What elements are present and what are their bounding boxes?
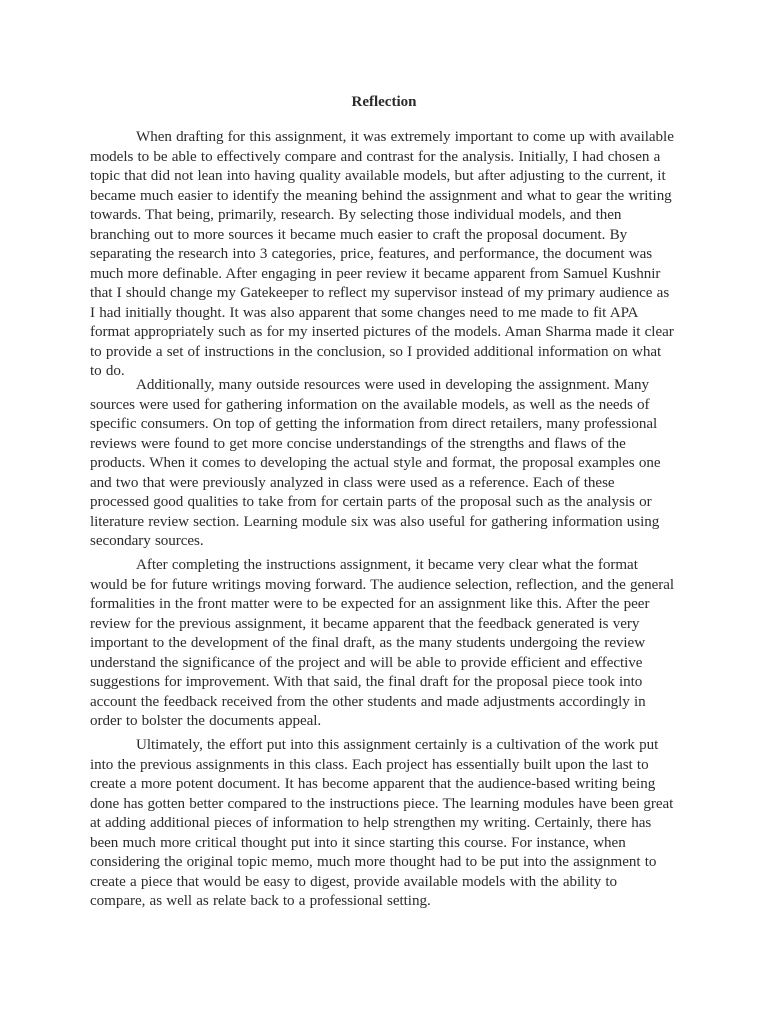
paragraph-2: Additionally, many outside resources were used in developing the assignment. Many sources were used for gathering information on the available models, as well as the needs of specific consumers. On top of getting the information from direct retailers, many professional reviews were found to get more concise understandings of the strengths and flaws of the products. When it comes to developing the actual style and format, the proposal examples one and two that were previously analyzed in class were used as a reference. Each of these processed good qualities to take from for certain parts of the proposal such as the analysis or literature review section. Learning module six was also useful for gathering information using secondary sources.	[90, 377, 661, 549]
paragraph-1: When drafting for this assignment, it was extremely important to come up with available models to be able to effectively compare and contrast for the analysis. Initially, I had chosen a topic that did not lean into having quality available models, but after adjusting to the current, it became much easier to identify the meaning behind the assignment and what to gear the writing towards. That being, primarily, research. By selecting those individual models, and then branching out to more sources it became much easier to craft the proposal document. By separating the research into 3 categories, price, features, and performance, the document was much more definable. After engaging in peer review it became apparent from Samuel Kushnir that I should change my Gatekeeper to reflect my supervisor instead of my primary audience as I had initially thought. It was also apparent that some changes need to me made to fit APA format appropriately such as for my inserted pictures of the models. Aman Sharma made it clear to provide a set of instructions in the conclusion, so I provided additional information on what to do.	[90, 129, 674, 379]
paragraph-3: After completing the instructions assignment, it became very clear what the format would be for future writings moving forward. The audience selection, reflection, and the general formalities in the front matter were to be expected for an assignment like this. After the peer review for the previous assignment, it became apparent that the feedback generated is very important to the development of the final draft, as the many students undergoing the review understand the significance of the project and will be able to provide efficient and effective suggestions for improvement. With that said, the final draft for the proposal piece took into account the feedback received from the other students and made adjustments accordingly in order to bolster the documents appeal.	[90, 557, 675, 729]
document-title: Reflection	[351, 94, 417, 110]
paragraph-4: Ultimately, the effort put into this assignment certainly is a cultivation of the work put into the previous assignments in this class. Each project has essentially built upon the last to create a more potent document. It has become apparent that the audience-based writing being done has gotten better compared to the instructions piece. The learning modules have been great at adding additional pieces of information to help strengthen my writing. Certainly, there has been much more critical thought put into it since starting this course. For instance, when considering the original topic memo, much more thought had to be put into the assignment to create a piece that would be easy to digest, provide available models with the ability to compare, as well as relate back to a professional setting.	[90, 737, 674, 909]
